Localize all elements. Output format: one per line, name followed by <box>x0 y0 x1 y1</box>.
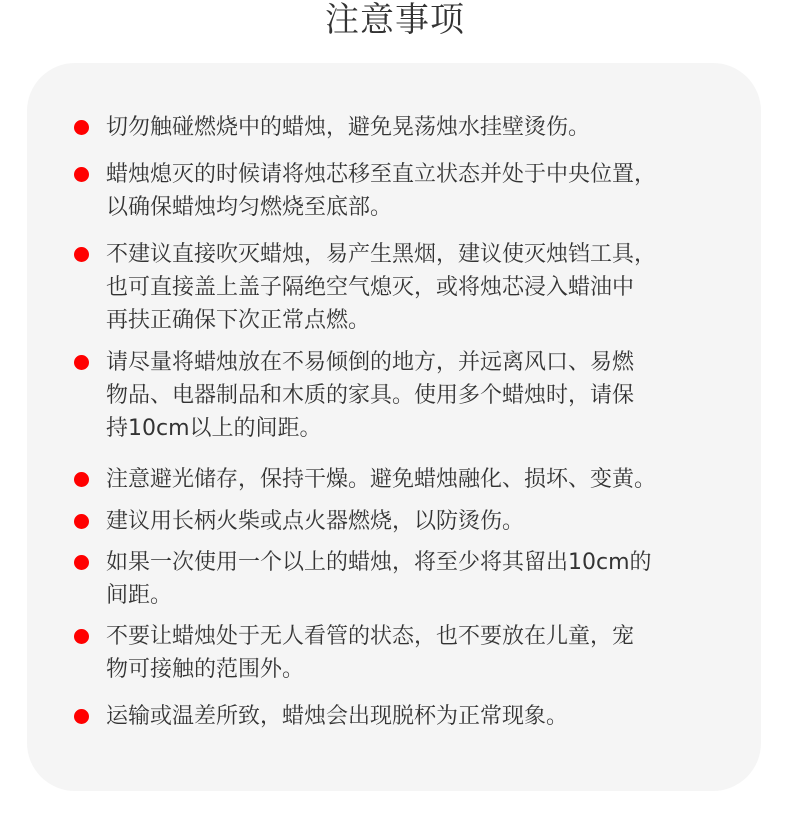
bullet-dot-icon <box>74 514 89 529</box>
note-text: 如果一次使用一个以上的蜡烛，将至少将其留出10cm的 间距。 <box>106 550 652 608</box>
note-text: 不要让蜡烛处于无人看管的状态，也不要放在儿童，宠 物可接触的范围外。 <box>106 624 635 682</box>
bullet-dot-icon <box>74 167 89 182</box>
bullet-dot-icon <box>74 355 89 370</box>
bullet-dot-icon <box>74 709 89 724</box>
bullet-dot-icon <box>74 472 89 487</box>
notes-panel <box>27 63 761 791</box>
bullet-dot-icon <box>74 629 89 644</box>
note-text: 不建议直接吹灭蜡烛，易产生黑烟，建议使灭烛铛工具， 也可直接盖上盖子隔绝空气熄灭，或将烛芯浸入蜡油中 再扶正确保下次正常点燃。 <box>106 242 657 333</box>
note-text: 建议用长柄火柴或点火器燃烧，以防烫伤。 <box>106 509 525 534</box>
note-text: 请尽量将蜡烛放在不易倾倒的地方，并远离风口、易燃 物品、电器制品和木质的家具。使用多个蜡烛时，请保 持10cm以上的间距。 <box>106 350 635 441</box>
note-text: 蜡烛熄灭的时候请将烛芯移至直立状态并处于中央位置， 以确保蜡烛均匀燃烧至底部。 <box>106 162 657 220</box>
bullet-dot-icon <box>74 247 89 262</box>
bullet-dot-icon <box>74 120 89 135</box>
note-text: 切勿触碰燃烧中的蜡烛，避免晃荡烛水挂壁烫伤。 <box>106 115 591 140</box>
bullet-dot-icon <box>74 555 89 570</box>
note-text: 注意避光储存，保持干燥。避免蜡烛融化、损坏、变黄。 <box>106 467 657 492</box>
note-text: 运输或温差所致，蜡烛会出现脱杯为正常现象。 <box>106 704 569 729</box>
page-title: 注意事项 <box>325 0 465 40</box>
